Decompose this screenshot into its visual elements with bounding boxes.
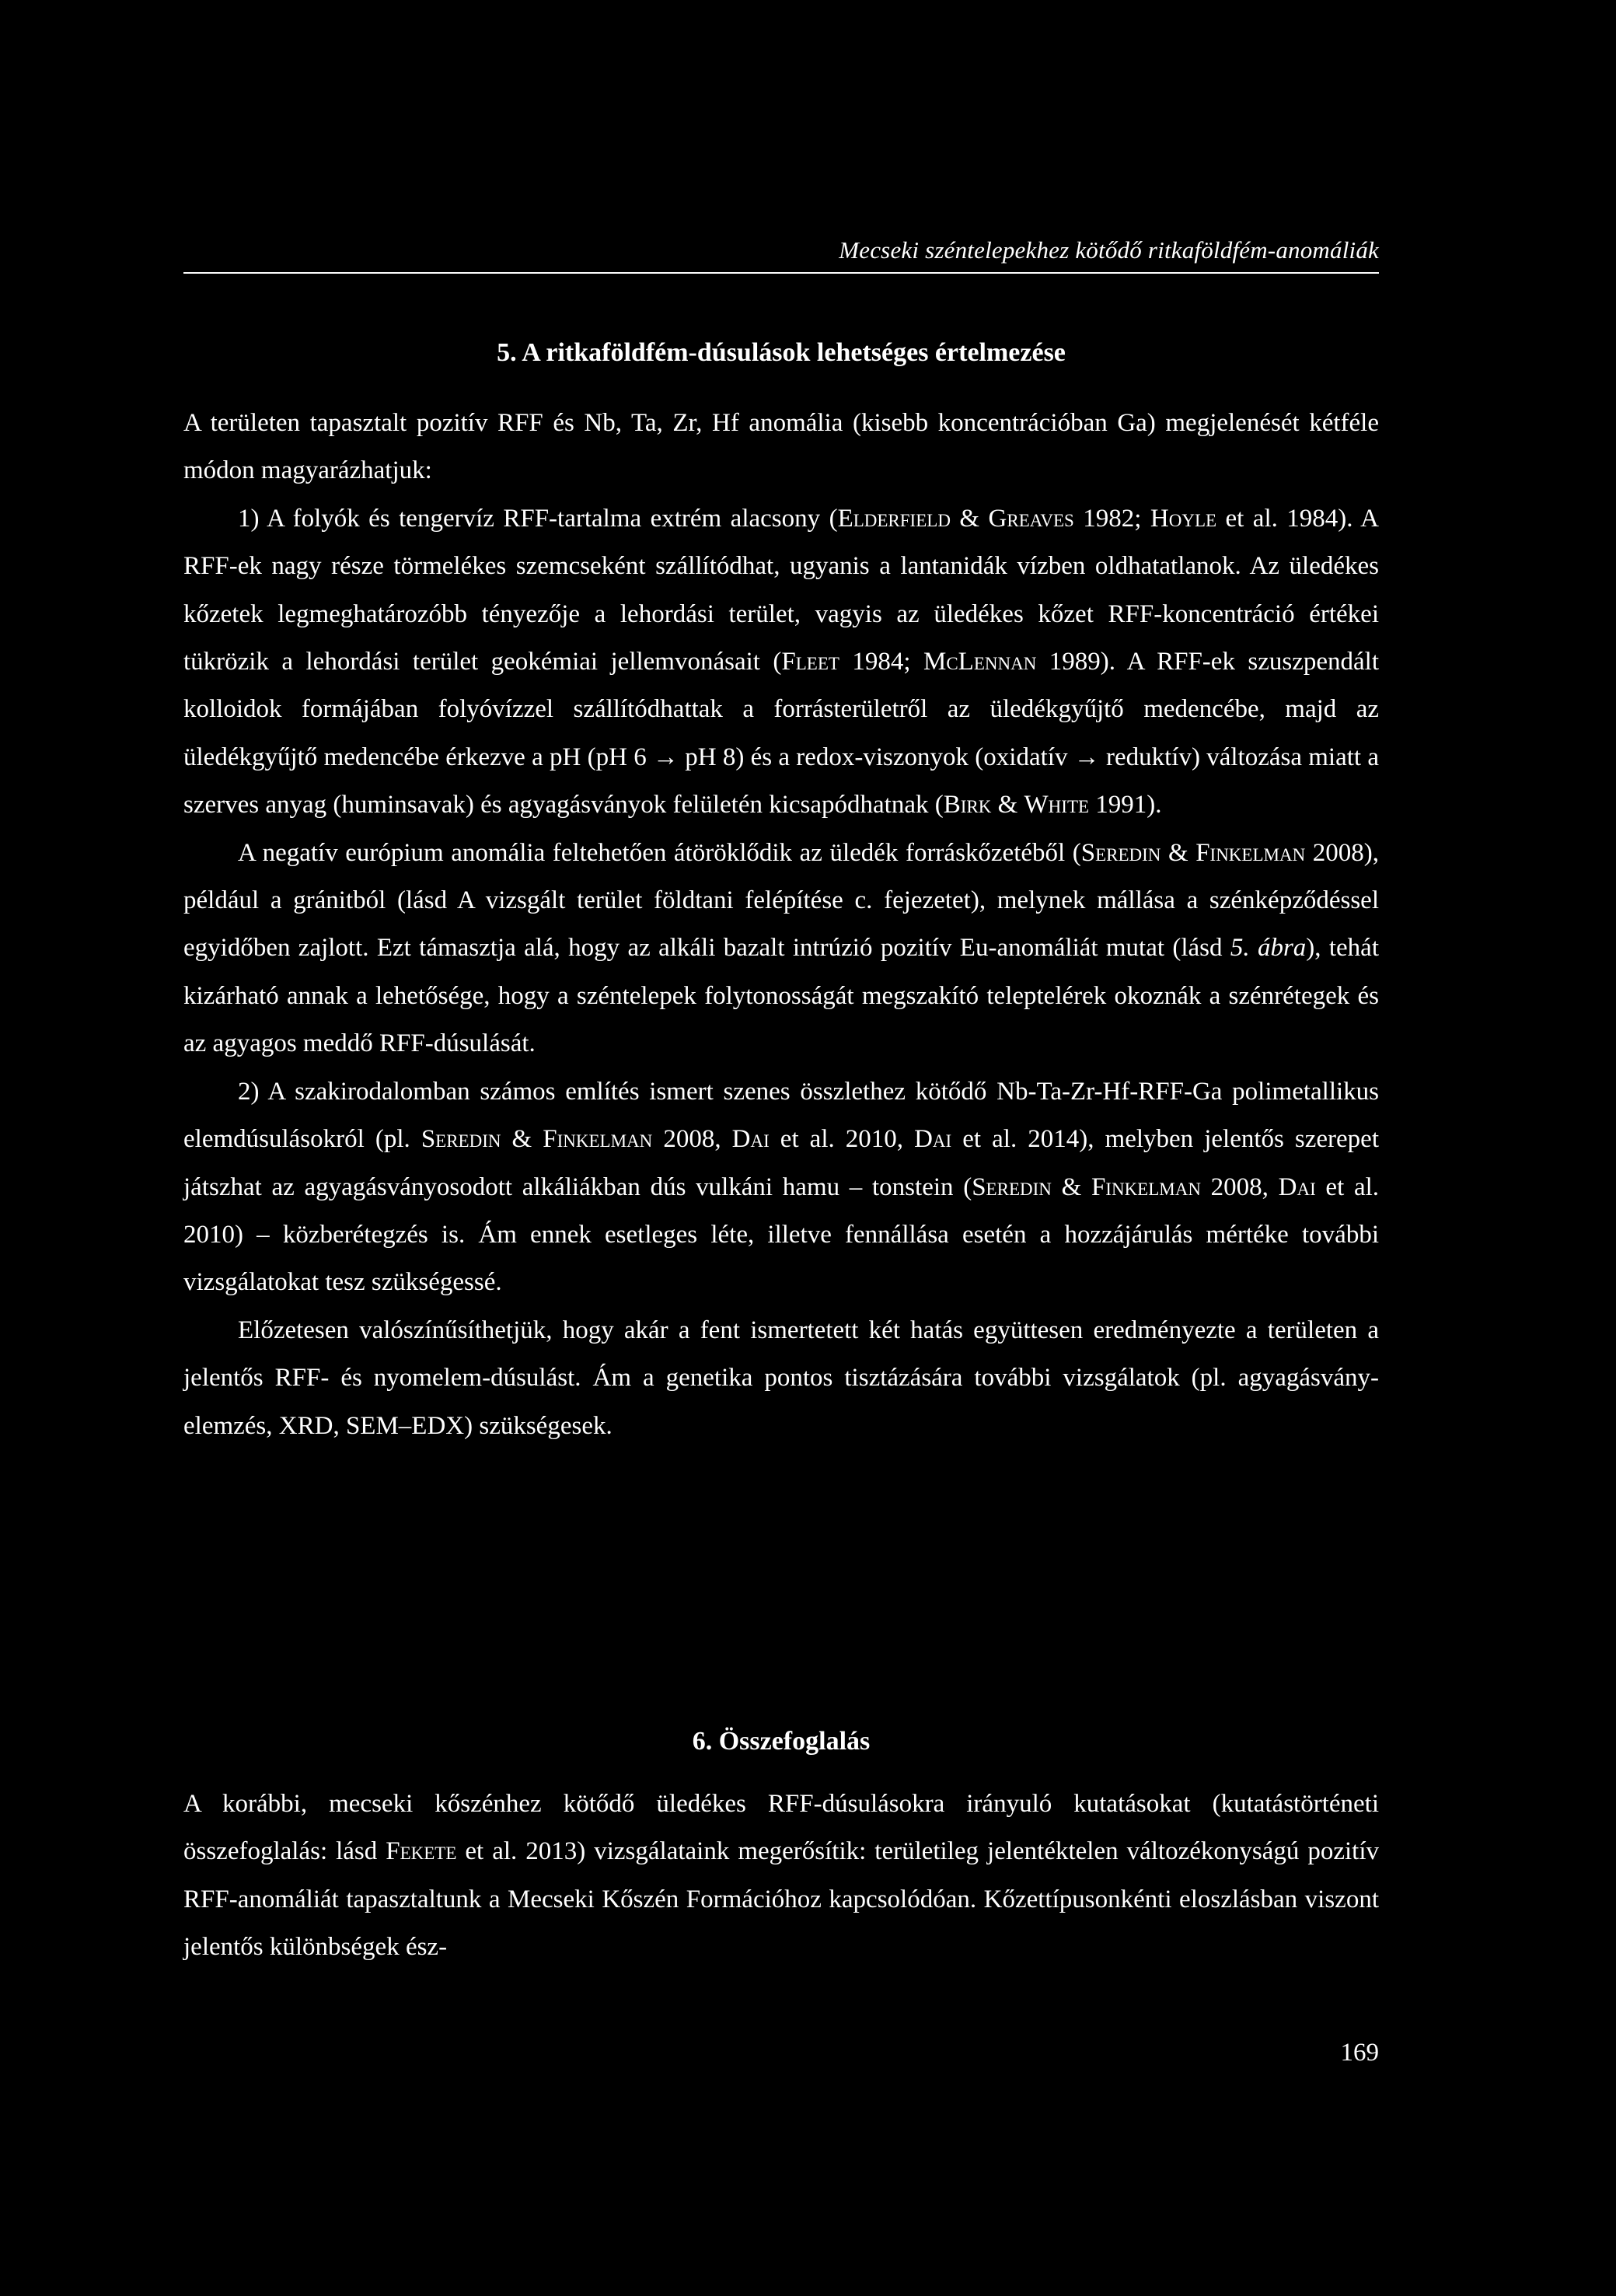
- running-head: Mecseki széntelepekhez kötődő ritkaföldfém-anomáliák: [839, 236, 1379, 264]
- text-run: 2008,: [652, 1125, 732, 1154]
- text-run: A korábbi, mecseki kőszénhez kötődő üledékes RFF-dúsulásokra irányuló kutatásokat (kutatástörténeti összefoglalás: lásd: [183, 1790, 1379, 1866]
- text-run: et al. 2010) – közberétegzés is. Ám ennek esetleges léte, illetve fennállása esetén a hozzájárulás mértéke további vizsgálatokat tesz szükségessé.: [183, 1172, 1380, 1297]
- paragraph-6: [183, 1781, 1379, 1972]
- text-run: 1982;: [1073, 504, 1150, 533]
- author-name: Seredin: [421, 1125, 501, 1154]
- text-run: ), tehát kizárható annak a lehetősége, hogy a széntelepek folytonosságát megszakító teleptelérek okoznák a szénrétegek és az agyagos meddő RFF-dúsulását.: [183, 934, 1379, 1058]
- text-run: &: [950, 504, 989, 533]
- page: [183, 0, 1379, 2296]
- text-run: 1984;: [839, 648, 923, 676]
- paragraph-2: [183, 495, 1379, 830]
- author-name: Dai: [731, 1125, 770, 1154]
- author-name: Fleet: [781, 648, 839, 676]
- paragraph-5: [183, 1307, 1379, 1450]
- text-run: &: [501, 1125, 543, 1154]
- author-name: White: [1024, 791, 1090, 820]
- author-name: Finkelman: [1091, 1172, 1201, 1201]
- author-name: Birk: [943, 791, 992, 820]
- author-name: Fekete: [386, 1837, 457, 1866]
- author-name: Finkelman: [1195, 838, 1306, 867]
- text-run: 2008), például a gránitból (lásd A vizsgált terület földtani felépítése c. fejezetet), melynek mállása a szénképződéssel egyidőben zajlott. Ezt támasztja alá, hogy az alkáli bazalt intrúzió pozitív Eu-anomáliát mutat (lásd: [183, 838, 1379, 963]
- text-run: Előzetesen valószínűsíthetjük, hogy akár a fent ismertetett két hatás együttesen eredményezte a területen a jelentős RFF- és nyomelem-dúsulást. Ám a genetika pontos tisztázására további vizsgálatok (pl. agyagásvány-elemzés, XRD, SEM–EDX) szükségesek.: [183, 1316, 1379, 1440]
- section-6-heading: 6. Összefoglalás: [692, 1727, 871, 1756]
- text-run: et al. 2010,: [769, 1125, 915, 1154]
- text-run: et al. 2014), melyben jelentős szerepet játszhat az agyagásványosodott alkáliákban dús vulkáni hamu – tonstein (: [183, 1125, 1379, 1201]
- text-run: 2008,: [1200, 1172, 1279, 1201]
- author-name: Hoyle: [1150, 504, 1217, 533]
- author-name: Finkelman: [543, 1125, 653, 1154]
- text-run: A negatív európium anomália feltehetően átöröklődik az üledék forráskőzetéből (: [238, 838, 1081, 867]
- section-5-heading: 5. A ritkaföldfém-dúsulások lehetséges értelmezése: [497, 338, 1066, 367]
- author-name: Seredin: [972, 1172, 1052, 1201]
- text-run: &: [1161, 838, 1196, 867]
- text-run: A területen tapasztalt pozitív RFF és Nb, Ta, Zr, Hf anomália (kisebb koncentrációban Ga) megjelenését kétféle módon magyarázhatjuk:: [183, 409, 1379, 485]
- text-run: 1) A folyók és tengervíz RFF-tartalma extrém alacsony (: [238, 504, 838, 533]
- text-run: 1989). A RFF-ek szuszpendált kolloidok formájában folyóvízzel szállítódhattak a forrásterületről az üledékgyűjtő medencébe, majd az üledékgyűjtő medencébe érkezve a pH (pH 6 → pH 8) és a redox-viszonyok (oxidatív → reduktív) változása miatt a szerves anyag (huminsavak) és agyagásványok felületén kicsapódhatnak (: [183, 648, 1379, 820]
- paragraph-3: [183, 830, 1379, 1068]
- author-name: Dai: [914, 1125, 952, 1154]
- text-run: 1991).: [1089, 791, 1162, 820]
- author-name: McLennan: [923, 648, 1037, 676]
- text-run: &: [1051, 1172, 1091, 1201]
- header-rule: [183, 272, 1379, 274]
- author-name: Dai: [1278, 1172, 1316, 1201]
- figure-reference: 5. ábra: [1230, 934, 1307, 963]
- text-run: 2) A szakirodalomban számos említés ismert szenes összlethez kötődő Nb-Ta-Zr-Hf-RFF-Ga polimetallikus elemdúsulásokról (pl.: [183, 1077, 1379, 1154]
- paragraph-4: [183, 1068, 1379, 1307]
- author-name: Elderfield: [837, 504, 951, 533]
- section-5-body: [183, 400, 1379, 1450]
- text-run: &: [991, 791, 1024, 820]
- paragraph-1: [183, 400, 1379, 495]
- author-name: Greaves: [988, 504, 1074, 533]
- author-name: Seredin: [1080, 838, 1161, 867]
- section-6-body: [183, 1781, 1379, 1972]
- text-run: et al. 2013) vizsgálataink megerősítik: területileg jelentéktelen változékonyságú pozitív RFF-anomáliát tapasztaltunk a Mecseki Kőszén Formációhoz kapcsolódóan. Kőzettípusonkénti eloszlásban viszont jelentős különbségek ész-: [183, 1837, 1379, 1962]
- text-run: et al. 1984). A RFF-ek nagy része törmelékes szemcseként szállítódhat, ugyanis a lantanidák vízben oldhatatlanok. Az üledékes kőzetek legmeghatározóbb tényezője a lehordási terület, vagyis az üledékes kőzet RFF-koncentráció értékei tükrözik a lehordási terület geokémiai jellemvonásait (: [183, 504, 1380, 676]
- page-number: 169: [1340, 2039, 1379, 2067]
